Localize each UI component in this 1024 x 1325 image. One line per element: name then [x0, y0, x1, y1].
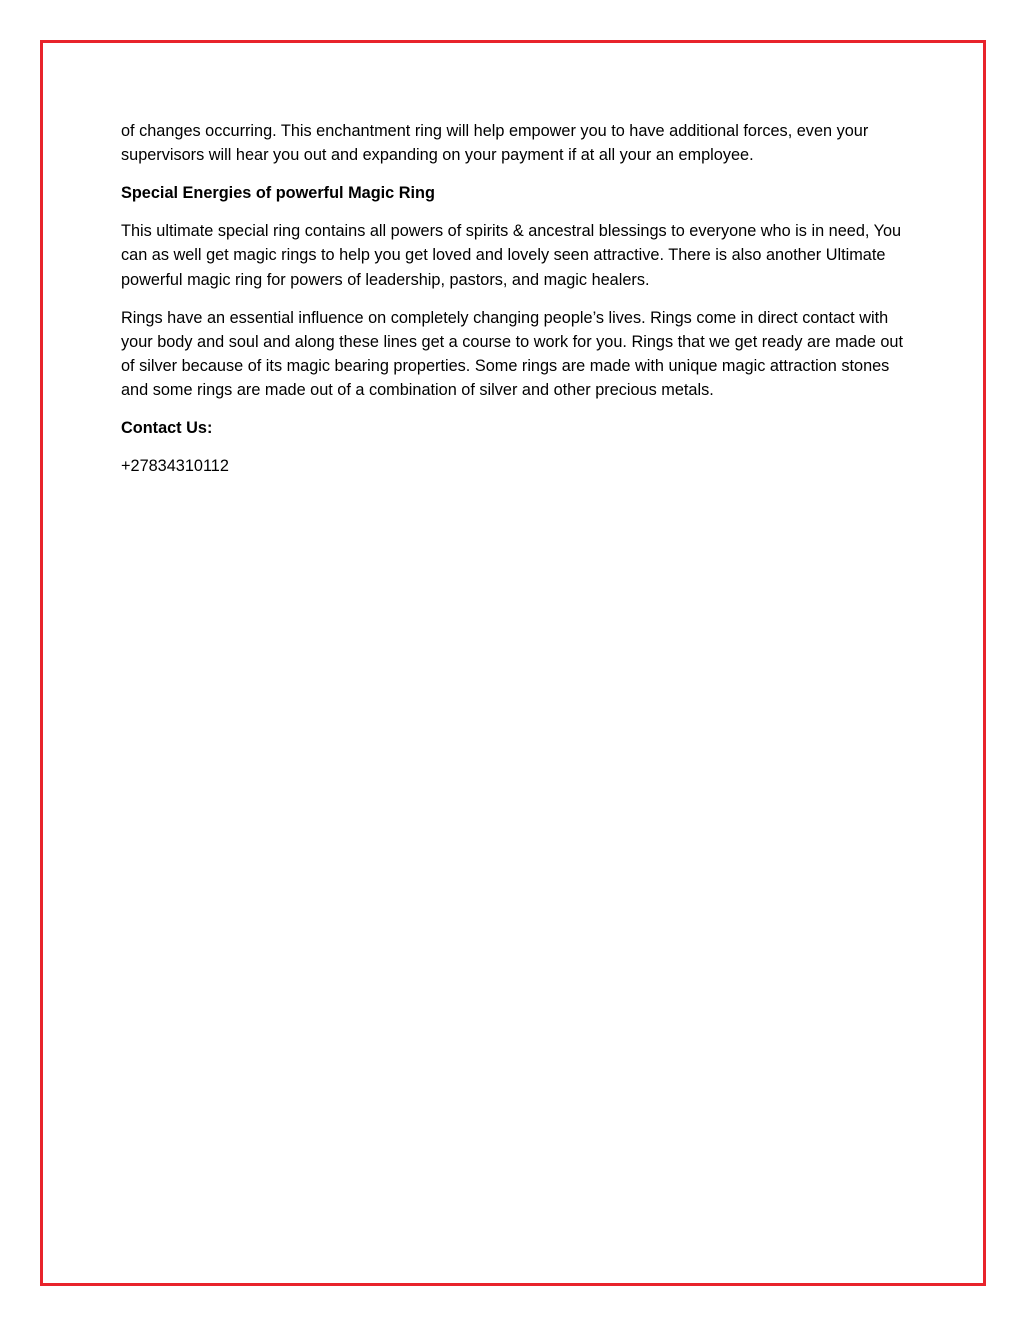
contact-heading: Contact Us:: [121, 419, 213, 438]
document-body: [121, 119, 906, 492]
special-ring-paragraph: This ultimate special ring contains all powers of spirits & ancestral blessings to everyone who is in need, You can as well get magic rings to help you get loved and lovely seen attractive. There is also another Ultimate powerful magic ring for powers of leadership, pastors, and magic healers.: [121, 222, 902, 289]
special-energies-heading: Special Energies of powerful Magic Ring: [121, 184, 435, 203]
contact-phone: +27834310112: [121, 457, 229, 476]
intro-paragraph: of changes occurring. This enchantment ring will help empower you to have additional forces, even your supervisors will hear you out and expanding on your payment if at all your an employee.: [121, 122, 869, 165]
rings-influence-paragraph: Rings have an essential influence on completely changing people’s lives. Rings come in direct contact with your body and soul and along these lines get a course to work for you. Rings that we get ready are made out of silver because of its magic bearing properties. Some rings are made with unique magic attraction stones and some rings are made out of a combination of silver and other precious metals.: [121, 308, 903, 400]
